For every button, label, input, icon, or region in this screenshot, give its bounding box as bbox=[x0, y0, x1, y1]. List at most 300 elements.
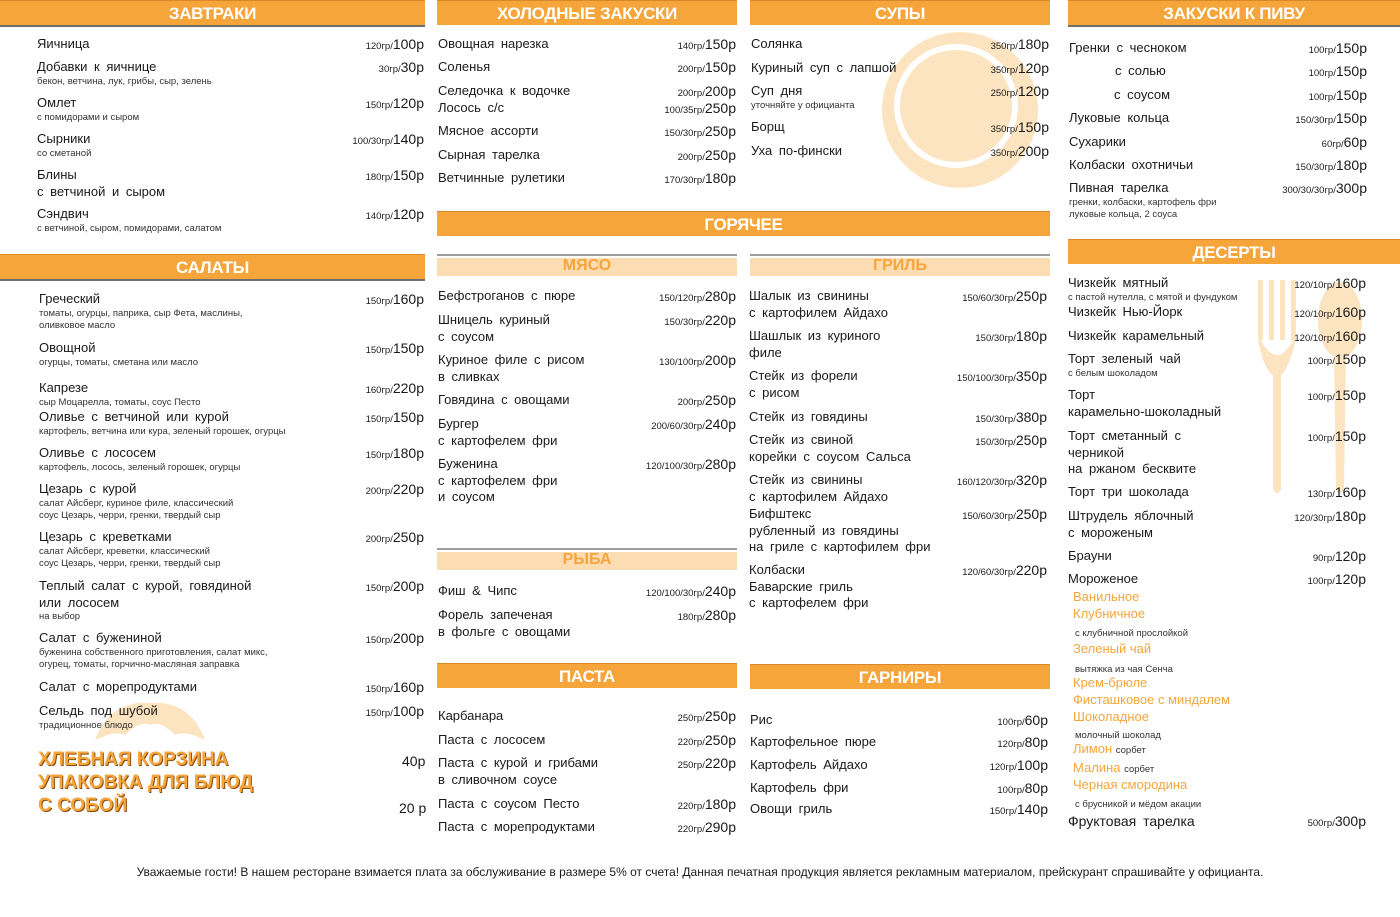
item-description: картофель, ветчина или кура, зеленый горошек, огурцы bbox=[39, 425, 286, 437]
flavor-item bbox=[1073, 760, 1154, 775]
item-name: на ржаном бесквите bbox=[1068, 461, 1197, 476]
item-price bbox=[366, 380, 424, 400]
item-price bbox=[664, 312, 736, 332]
item-price bbox=[366, 529, 424, 549]
item-price bbox=[659, 288, 736, 308]
menu-item bbox=[438, 708, 736, 725]
item-name: Бифштекс bbox=[749, 506, 812, 521]
item-price-value: 150р bbox=[1335, 110, 1367, 126]
item-name: Шашлык из куриного bbox=[749, 328, 881, 343]
item-price bbox=[1308, 428, 1366, 448]
item-price bbox=[366, 206, 424, 226]
item-price-value: 180р bbox=[704, 796, 736, 812]
item-name: Селедочка к водочке bbox=[438, 83, 571, 98]
item-name: Картофель фри bbox=[750, 780, 849, 795]
item-name: с соусом bbox=[438, 328, 495, 344]
item-name: с солью bbox=[1115, 63, 1166, 78]
item-name: Греческий bbox=[39, 291, 101, 306]
section-header-grill: ГРИЛЬ bbox=[750, 254, 1050, 276]
fruit-plate-item bbox=[1068, 813, 1366, 830]
item-price bbox=[1308, 813, 1366, 833]
item-description: бекон, ветчина, лук, грибы, сыр, зелень bbox=[37, 75, 212, 87]
item-price bbox=[366, 167, 424, 187]
item-name: Куриный суп с лапшой bbox=[751, 60, 897, 75]
menu-item bbox=[750, 734, 1048, 751]
item-price bbox=[366, 679, 424, 699]
item-name: Луковые кольца bbox=[1069, 110, 1170, 125]
item-name: Суп дня bbox=[751, 83, 803, 98]
menu-item bbox=[39, 291, 424, 332]
item-weight: 120/100/30гр/ bbox=[645, 461, 705, 472]
item-weight: 140гр/ bbox=[365, 211, 393, 222]
menu-item bbox=[751, 83, 1049, 112]
item-weight: 200гр/ bbox=[677, 64, 705, 75]
menu-item bbox=[438, 123, 736, 140]
item-weight: 200/60/30гр/ bbox=[651, 421, 705, 432]
item-weight: 160/120/30гр/ bbox=[956, 477, 1016, 488]
item-name: в сливках bbox=[438, 368, 500, 384]
item-weight: 120/30гр/ bbox=[1294, 513, 1335, 524]
menu-item bbox=[438, 170, 736, 187]
item-price-value: 180р bbox=[1017, 36, 1049, 52]
item-price-value: 180р bbox=[392, 445, 424, 461]
item-price bbox=[678, 755, 736, 775]
item-price bbox=[366, 630, 424, 650]
item-weight: 150гр/ bbox=[365, 296, 393, 307]
item-weight: 60гр/ bbox=[1321, 139, 1344, 150]
item-weight: 180гр/ bbox=[365, 172, 393, 183]
item-description: гренки, колбаски, картофель фри bbox=[1069, 196, 1217, 208]
item-price-value: 320р bbox=[1015, 472, 1047, 488]
item-price bbox=[366, 95, 424, 115]
item-price-value: 120р bbox=[1017, 60, 1049, 76]
item-name: Добавки к яичнице bbox=[37, 59, 157, 74]
item-price bbox=[366, 445, 424, 465]
item-name: Борщ bbox=[751, 119, 785, 134]
item-weight: 250гр/ bbox=[677, 713, 705, 724]
item-name: с картофилем Айдахо bbox=[749, 488, 888, 504]
item-price bbox=[962, 562, 1047, 582]
flavor-name: Ванильное bbox=[1073, 589, 1140, 604]
item-price bbox=[1309, 40, 1367, 60]
menu-item bbox=[39, 409, 424, 438]
item-price bbox=[1308, 351, 1366, 371]
menu-item bbox=[438, 147, 736, 164]
item-price bbox=[651, 416, 736, 436]
item-price-value: 150р bbox=[392, 409, 424, 425]
section-header-hot: ГОРЯЧЕЕ bbox=[437, 211, 1050, 236]
menu-item bbox=[1068, 351, 1366, 380]
item-price-value: 220р bbox=[704, 755, 736, 771]
item-weight: 150гр/ bbox=[365, 708, 393, 719]
item-price bbox=[975, 409, 1047, 429]
menu-item bbox=[749, 472, 1047, 505]
menu-item bbox=[749, 288, 1047, 321]
item-weight: 150/30гр/ bbox=[664, 128, 705, 139]
flavor-note: сорбет bbox=[1115, 745, 1146, 756]
item-name: с картофелем фри bbox=[438, 432, 558, 448]
flavor-item bbox=[1073, 641, 1151, 656]
item-name: Оливье с ветчиной или курой bbox=[39, 409, 229, 424]
section-header-fish: РЫБА bbox=[437, 548, 737, 570]
flavor-note: молочный шоколад bbox=[1075, 730, 1161, 741]
menu-item bbox=[1068, 304, 1366, 321]
item-price bbox=[664, 123, 736, 143]
packaging-label: УПАКОВКА ДЛЯ БЛЮД bbox=[38, 772, 253, 793]
item-name: Картофель Айдахо bbox=[750, 757, 868, 772]
menu-item bbox=[438, 288, 736, 305]
packaging-label-line2: С СОБОЙ bbox=[38, 795, 128, 816]
item-name: Оливье с лососем bbox=[39, 445, 156, 460]
item-name: Шницель куриный bbox=[438, 312, 550, 327]
item-weight: 150/30гр/ bbox=[975, 414, 1016, 425]
item-description: картофель, лосось, зеленый горошек, огурцы bbox=[39, 461, 241, 473]
menu-item bbox=[39, 630, 424, 671]
item-weight: 200гр/ bbox=[365, 486, 393, 497]
item-weight: 100гр/ bbox=[1307, 433, 1335, 444]
item-price-value: 250р bbox=[704, 123, 736, 139]
item-name: Сельдь под шубой bbox=[39, 703, 158, 718]
flavor-item bbox=[1075, 624, 1188, 639]
item-price-value: 100р bbox=[392, 703, 424, 719]
flavor-item bbox=[1073, 777, 1187, 792]
item-price-value: 160р bbox=[392, 291, 424, 307]
item-price-value: 100р bbox=[1016, 757, 1048, 773]
item-price-value: 250р bbox=[1015, 432, 1047, 448]
flavor-item bbox=[1075, 795, 1201, 810]
item-name: на гриле с картофилем фри bbox=[749, 539, 931, 554]
item-price bbox=[975, 328, 1047, 348]
item-weight: 220гр/ bbox=[677, 824, 705, 835]
menu-item bbox=[438, 100, 736, 117]
item-price-value: 140р bbox=[1016, 801, 1048, 817]
item-price-value: 150р bbox=[1335, 63, 1367, 79]
item-name: или лососем bbox=[39, 594, 120, 610]
menu-item bbox=[1068, 275, 1366, 304]
menu-item bbox=[751, 119, 1049, 136]
item-name: Салат с морепродуктами bbox=[39, 679, 197, 694]
menu-item bbox=[438, 352, 736, 385]
menu-item bbox=[1069, 40, 1367, 57]
item-name: Яичница bbox=[37, 36, 90, 51]
item-description: с белым шоколадом bbox=[1068, 367, 1158, 379]
item-price bbox=[678, 708, 736, 728]
item-weight: 150гр/ bbox=[365, 684, 393, 695]
item-price-value: 220р bbox=[704, 312, 736, 328]
item-name: Стейк из форели bbox=[749, 368, 858, 383]
item-price bbox=[678, 36, 736, 56]
item-weight: 200гр/ bbox=[677, 152, 705, 163]
item-name: Паста с морепродуктами bbox=[438, 819, 595, 834]
item-weight: 130гр/ bbox=[1307, 489, 1335, 500]
item-name: Овощной bbox=[39, 340, 96, 355]
item-price bbox=[962, 288, 1047, 308]
item-price-value: 160р bbox=[1334, 275, 1366, 291]
menu-item bbox=[1115, 63, 1367, 80]
item-weight: 100/35гр/ bbox=[664, 105, 705, 116]
item-weight: 150/100/30гр/ bbox=[956, 373, 1016, 384]
menu-item bbox=[37, 59, 424, 88]
item-name: Лосось с/с bbox=[438, 100, 505, 115]
flavor-item bbox=[1075, 726, 1161, 741]
item-price bbox=[678, 796, 736, 816]
item-name: Фиш & Чипс bbox=[438, 583, 517, 598]
menu-item bbox=[39, 481, 424, 522]
item-price-value: 30р bbox=[400, 59, 424, 75]
item-price bbox=[1308, 387, 1366, 407]
footer-notice: Уважаемые гости! В нашем ресторане взимается плата за обслуживание в размере 5% от счета! Данная печатная продукция является рекламным материалом, прейскурант спрашивайте у официанта. bbox=[136, 865, 1264, 879]
item-price bbox=[1294, 328, 1366, 348]
item-description: сыр Моцарелла, томаты, соус Песто bbox=[39, 396, 201, 408]
item-name: Соленья bbox=[438, 59, 491, 74]
item-price bbox=[991, 36, 1049, 56]
item-price bbox=[975, 432, 1047, 452]
menu-item bbox=[1068, 508, 1366, 541]
item-name: в сливочном соусе bbox=[438, 771, 558, 787]
flavor-item bbox=[1073, 589, 1139, 604]
item-description: огурец, томаты, горчично-масляная заправка bbox=[39, 658, 240, 670]
item-weight: 150/30гр/ bbox=[975, 437, 1016, 448]
section-header-soups: СУПЫ bbox=[750, 0, 1050, 25]
item-price-value: 160р bbox=[1334, 304, 1366, 320]
item-description: традиционное блюдо bbox=[39, 719, 133, 731]
item-price bbox=[366, 291, 424, 311]
item-price-value: 160р bbox=[1334, 484, 1366, 500]
item-price-value: 240р bbox=[704, 583, 736, 599]
item-price-value: 180р bbox=[1334, 508, 1366, 524]
item-weight: 150гр/ bbox=[365, 345, 393, 356]
item-description: салат Айсберг, куриное филе, классический bbox=[39, 497, 234, 509]
item-weight: 200гр/ bbox=[677, 88, 705, 99]
item-name: Сухарики bbox=[1069, 134, 1126, 149]
item-price bbox=[1294, 275, 1366, 295]
item-price-value: 250р bbox=[704, 392, 736, 408]
item-weight: 200гр/ bbox=[677, 397, 705, 408]
item-price bbox=[678, 147, 736, 167]
item-price bbox=[957, 368, 1047, 388]
menu-item bbox=[438, 796, 736, 813]
item-description: соус Цезарь, черри, гренки, твердый сыр bbox=[39, 509, 221, 521]
item-price-value: 220р bbox=[1015, 562, 1047, 578]
item-price-value: 180р bbox=[704, 170, 736, 186]
item-description: с ветчиной, сыром, помидорами, салатом bbox=[37, 222, 222, 234]
flavor-note: с брусникой и мёдом акации bbox=[1075, 799, 1202, 810]
item-name: Рис bbox=[750, 712, 773, 727]
item-weight: 130/100гр/ bbox=[659, 357, 705, 368]
item-weight: 250гр/ bbox=[990, 88, 1018, 99]
item-price-value: 280р bbox=[704, 456, 736, 472]
section-header-breakfast: ЗАВТРАКИ bbox=[0, 0, 425, 27]
item-description: огурцы, томаты, сметана или масло bbox=[39, 356, 199, 368]
item-price-value: 150р bbox=[392, 340, 424, 356]
item-price-value: 150р bbox=[1017, 119, 1049, 135]
item-name: Сырники bbox=[37, 131, 91, 146]
item-weight: 30гр/ bbox=[378, 64, 401, 75]
item-price bbox=[366, 36, 424, 56]
item-name: Бургер bbox=[438, 416, 479, 431]
menu-item bbox=[1068, 571, 1366, 588]
item-weight: 120/10гр/ bbox=[1294, 280, 1335, 291]
item-name: Мороженое bbox=[1068, 571, 1139, 586]
item-price-value: 150р bbox=[1334, 387, 1366, 403]
section-header-cold: ХОЛОДНЫЕ ЗАКУСКИ bbox=[437, 0, 737, 25]
item-price bbox=[366, 703, 424, 723]
item-price-value: 250р bbox=[392, 529, 424, 545]
item-weight: 100/30гр/ bbox=[352, 136, 393, 147]
item-description: оливковое масло bbox=[39, 319, 116, 331]
item-price-value: 240р bbox=[704, 416, 736, 432]
item-price-value: 150р bbox=[1334, 428, 1366, 444]
menu-item bbox=[1069, 134, 1367, 151]
flavor-item bbox=[1073, 741, 1146, 756]
item-description: с помидорами и сыром bbox=[37, 111, 140, 123]
item-price-value: 250р bbox=[1015, 506, 1047, 522]
menu-item bbox=[749, 506, 1047, 556]
item-price bbox=[659, 352, 736, 372]
item-price bbox=[957, 472, 1047, 492]
menu-item bbox=[1068, 548, 1366, 565]
item-price bbox=[1308, 571, 1366, 591]
item-price-value: 120р bbox=[1334, 571, 1366, 587]
flavor-name: Клубничное bbox=[1073, 606, 1146, 621]
flavor-name: Зеленый чай bbox=[1073, 641, 1152, 656]
item-name: с картофелем фри bbox=[749, 595, 869, 610]
item-price-value: 80р bbox=[1024, 734, 1048, 750]
item-name: Стейк из свинины bbox=[749, 472, 863, 487]
item-price-value: 250р bbox=[704, 708, 736, 724]
item-weight: 150/120гр/ bbox=[659, 293, 705, 304]
item-name: карамельно-шоколадный bbox=[1068, 403, 1222, 419]
menu-item bbox=[37, 167, 424, 200]
item-weight: 350гр/ bbox=[990, 148, 1018, 159]
item-price-value: 160р bbox=[392, 679, 424, 695]
menu-item bbox=[1069, 110, 1367, 127]
item-weight: 120гр/ bbox=[989, 762, 1017, 773]
item-price-value: 180р bbox=[1335, 157, 1367, 173]
item-name: и соусом bbox=[438, 489, 495, 504]
item-weight: 100гр/ bbox=[1308, 68, 1336, 79]
menu-item bbox=[750, 757, 1048, 774]
flavor-item bbox=[1073, 675, 1147, 690]
item-name: Паста с соусом Песто bbox=[438, 796, 580, 811]
item-name: Колбаски bbox=[749, 562, 805, 577]
bread-basket-label: ХЛЕБНАЯ КОРЗИНА bbox=[38, 749, 229, 770]
menu-item bbox=[438, 416, 736, 449]
item-price-value: 200р bbox=[704, 352, 736, 368]
item-weight: 220гр/ bbox=[677, 801, 705, 812]
menu-item bbox=[438, 607, 736, 640]
item-name: с картофелем фри bbox=[438, 472, 558, 488]
item-name: Блины bbox=[37, 167, 77, 182]
item-price-value: 250р bbox=[704, 732, 736, 748]
item-name: Солянка bbox=[751, 36, 803, 51]
item-name: Штрудель яблочный bbox=[1068, 508, 1194, 523]
menu-item bbox=[1069, 180, 1367, 221]
item-weight: 100гр/ bbox=[1307, 576, 1335, 587]
menu-item bbox=[1068, 328, 1366, 345]
item-price bbox=[991, 83, 1049, 103]
section-header-salads: САЛАТЫ bbox=[0, 254, 425, 281]
menu-item bbox=[750, 780, 1048, 797]
item-weight: 150гр/ bbox=[365, 100, 393, 111]
item-weight: 150/30гр/ bbox=[1295, 115, 1336, 126]
flavor-name: Черная смородина bbox=[1073, 777, 1188, 792]
menu-item bbox=[750, 801, 1048, 818]
item-price bbox=[1294, 304, 1366, 324]
item-name: Фруктовая тарелка bbox=[1068, 813, 1195, 829]
menu-item bbox=[438, 36, 736, 53]
item-weight: 120гр/ bbox=[365, 41, 393, 52]
item-price bbox=[990, 801, 1048, 821]
menu-item bbox=[37, 131, 424, 160]
item-price bbox=[1308, 484, 1366, 504]
menu-item bbox=[438, 83, 736, 100]
item-weight: 150/30гр/ bbox=[664, 317, 705, 328]
item-name: Торт три шоколада bbox=[1068, 484, 1189, 499]
section-header-desserts: ДЕСЕРТЫ bbox=[1068, 239, 1400, 264]
menu-item bbox=[39, 578, 424, 623]
item-weight: 350гр/ bbox=[990, 124, 1018, 135]
item-price bbox=[646, 583, 736, 603]
item-price bbox=[997, 780, 1048, 800]
item-weight: 100гр/ bbox=[997, 785, 1025, 796]
item-price bbox=[678, 819, 736, 839]
item-price-value: 290р bbox=[704, 819, 736, 835]
item-name: Паста с лососем bbox=[438, 732, 546, 747]
item-price-value: 200р bbox=[392, 578, 424, 594]
flavor-item bbox=[1073, 606, 1145, 621]
item-name: Чизкейк карамельный bbox=[1068, 328, 1205, 343]
item-price-value: 380р bbox=[1015, 409, 1047, 425]
item-description: луковые кольца, 2 соуса bbox=[1069, 208, 1178, 220]
item-price bbox=[1313, 548, 1366, 568]
item-weight: 120/100/30гр/ bbox=[645, 588, 705, 599]
flavor-note: сорбет bbox=[1124, 764, 1155, 775]
item-price-value: 250р bbox=[1015, 288, 1047, 304]
flavor-name: Малина bbox=[1073, 760, 1121, 775]
item-price bbox=[990, 757, 1048, 777]
item-price bbox=[1294, 508, 1366, 528]
menu-item bbox=[37, 36, 424, 53]
item-price bbox=[664, 100, 736, 120]
item-description: салат Айсберг, креветки, классический bbox=[39, 545, 210, 557]
packaging-price: 20 р bbox=[399, 800, 427, 816]
item-name: Овощи гриль bbox=[750, 801, 833, 816]
flavor-name: Фисташковое с миндалем bbox=[1073, 692, 1231, 707]
item-weight: 180гр/ bbox=[677, 612, 705, 623]
item-price bbox=[1322, 134, 1367, 154]
menu-item bbox=[751, 60, 1049, 77]
item-price bbox=[1309, 63, 1367, 83]
section-header-pasta: ПАСТА bbox=[437, 663, 737, 688]
item-weight: 170/30гр/ bbox=[664, 175, 705, 186]
menu-item bbox=[749, 328, 1047, 361]
item-price-value: 120р bbox=[1334, 548, 1366, 564]
item-description: соус Цезарь, черри, гренки, твердый сыр bbox=[39, 557, 221, 569]
item-weight: 200гр/ bbox=[365, 534, 393, 545]
item-weight: 150/30гр/ bbox=[975, 333, 1016, 344]
item-price bbox=[678, 732, 736, 752]
item-name: Стейк из говядины bbox=[749, 409, 868, 424]
menu-item bbox=[751, 36, 1049, 53]
item-name: Теплый салат с курой, говядиной bbox=[39, 578, 252, 593]
item-weight: 150/60/30гр/ bbox=[962, 293, 1016, 304]
menu-item bbox=[438, 392, 736, 409]
item-name: с картофилем Айдахо bbox=[749, 304, 888, 320]
menu-item bbox=[750, 712, 1048, 729]
item-description: уточняйте у официанта bbox=[751, 99, 855, 111]
item-price bbox=[379, 59, 424, 79]
